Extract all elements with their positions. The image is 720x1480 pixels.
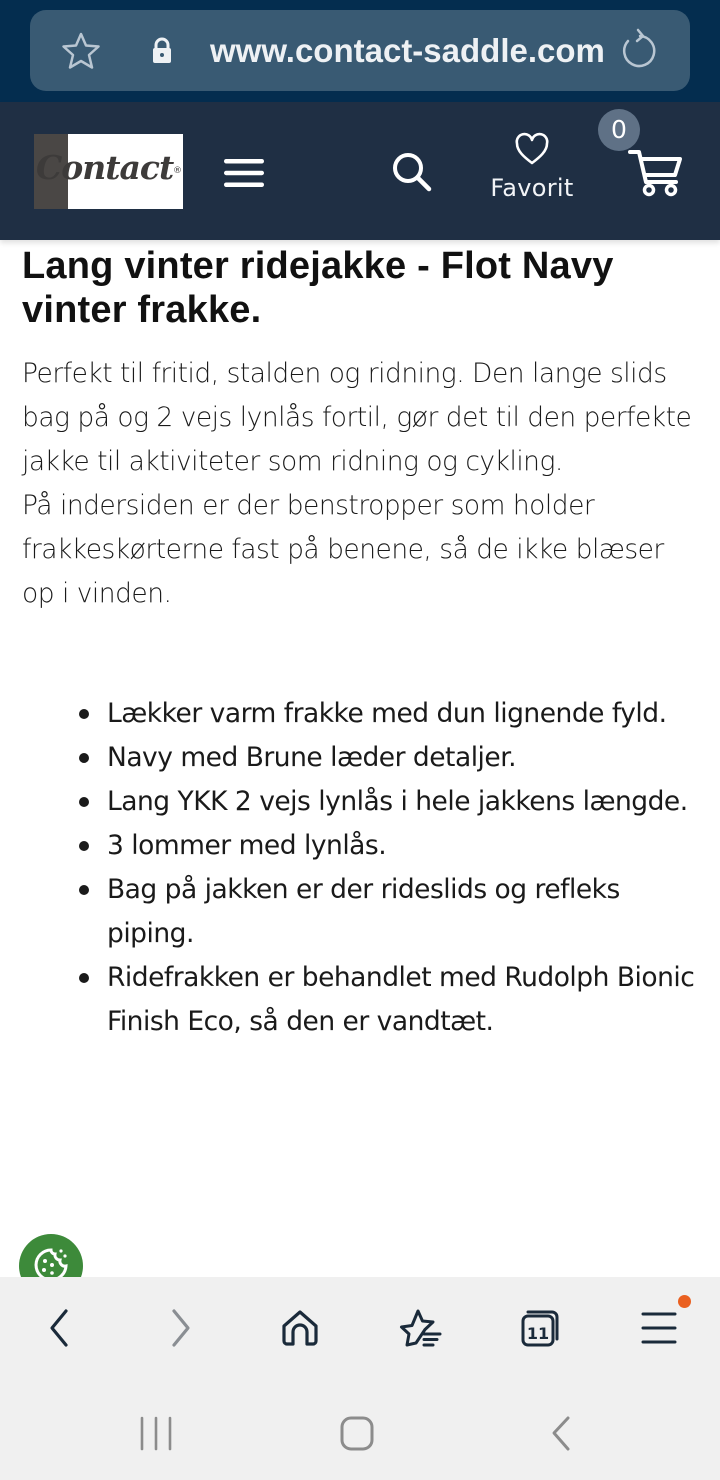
product-description: [22, 352, 702, 616]
chevron-right-icon: [166, 1306, 196, 1350]
search-icon[interactable]: [390, 150, 434, 194]
browser-menu-button[interactable]: [634, 1303, 684, 1353]
heart-outline-icon: [514, 132, 550, 166]
tabs-button[interactable]: [515, 1303, 565, 1353]
favorites-button[interactable]: [480, 132, 584, 212]
home-icon: [280, 1308, 320, 1348]
back-button[interactable]: [34, 1303, 84, 1353]
chevron-left-icon: [44, 1306, 74, 1350]
browser-bottom-toolbar: [0, 1277, 720, 1387]
android-nav-bar: [0, 1387, 720, 1480]
home-square-icon[interactable]: [338, 1413, 376, 1453]
bullet-icon: [79, 841, 89, 851]
menu-icon: [639, 1308, 679, 1348]
browser-top-bar: [0, 0, 720, 102]
bullet-icon: [79, 797, 89, 807]
site-header: [0, 102, 720, 240]
star-outline-icon[interactable]: [60, 30, 102, 72]
feature-item: Navy med Brune læder detaljer.: [107, 736, 702, 780]
back-chevron-icon[interactable]: [544, 1413, 574, 1453]
menu-notification-dot: [678, 1295, 691, 1308]
bullet-icon: [79, 973, 89, 983]
hamburger-icon[interactable]: [222, 156, 266, 190]
cart-icon[interactable]: [628, 146, 684, 198]
feature-item: 3 lommer med lynlås.: [107, 824, 702, 868]
bookmarks-button[interactable]: [395, 1303, 445, 1353]
logo-registered-mark: ®: [173, 166, 182, 176]
tabs-icon: [518, 1306, 562, 1350]
product-title: Lang vinter ridejakke - Flot Navy vinter frakke.: [22, 245, 614, 331]
url-text[interactable]: www.contact-saddle.com: [210, 32, 605, 69]
description-paragraph-1: Perfekt til fritid, stalden og ridning. Den lange slids bag på og 2 vejs lynlås fortil, gør det til den perfekte jakke til aktiviteter som ridning og cykling.: [22, 358, 692, 477]
recents-icon[interactable]: [136, 1413, 176, 1453]
site-logo[interactable]: [34, 134, 183, 209]
description-paragraph-2: På indersiden er der benstropper som holder frakkeskørterne fast på benene, så de ikke blæser op i vinden.: [22, 490, 664, 609]
logo-text: Contact: [36, 148, 174, 187]
feature-item: Ridefrakken er behandlet med Rudolph Bionic Finish Eco, så den er vandtæt.: [107, 956, 702, 1044]
lock-icon: [150, 37, 174, 65]
product-content: [22, 240, 702, 1044]
favorites-label: Favorit: [490, 174, 574, 202]
feature-item: Lang YKK 2 vejs lynlås i hele jakkens længde.: [107, 780, 702, 824]
feature-item: Bag på jakken er der rideslids og refleks piping.: [107, 868, 702, 956]
reload-icon[interactable]: [618, 28, 658, 72]
bullet-icon: [79, 753, 89, 763]
feature-item: Lækker varm frakke med dun lignende fyld.: [107, 692, 702, 736]
home-button[interactable]: [275, 1303, 325, 1353]
url-bar[interactable]: [30, 10, 690, 91]
bullet-icon: [79, 885, 89, 895]
cart-count-badge: 0: [598, 109, 640, 151]
forward-button[interactable]: [156, 1303, 206, 1353]
feature-list: [22, 692, 702, 1044]
tabs-count: 11: [526, 1324, 550, 1343]
star-list-icon: [398, 1307, 442, 1349]
bullet-icon: [79, 709, 89, 719]
